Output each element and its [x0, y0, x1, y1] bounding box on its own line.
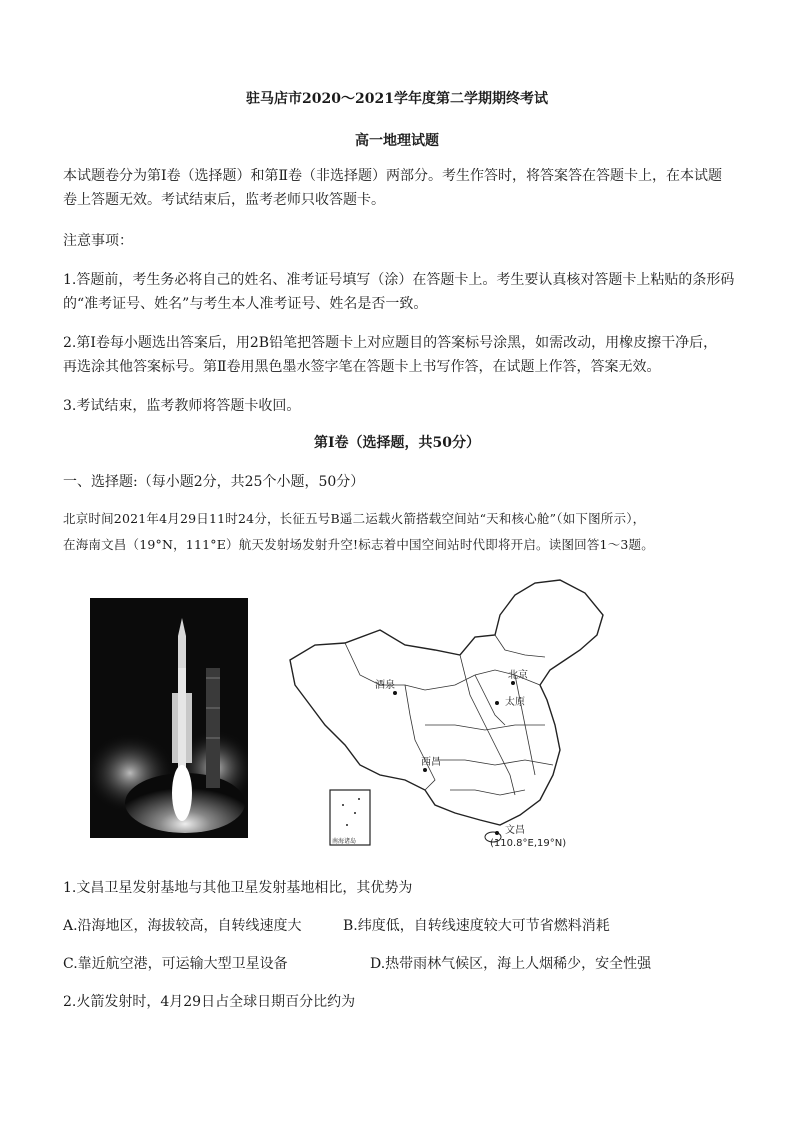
q1-option-a: A.沿海地区，海拔较高，自转线速度大: [63, 918, 302, 934]
south-china-sea-inset: [330, 790, 370, 845]
taiyuan-dot: [495, 701, 499, 705]
q1-stem: 1.文昌卫星发射基地与其他卫星发射基地相比，其优势为: [63, 880, 413, 896]
q1-option-b: B.纬度低，自转线速度较大可节省燃料消耗: [343, 918, 610, 934]
xichang-dot: [423, 768, 427, 772]
label-wenchang-coords: (110.8°E,19°N): [490, 838, 567, 849]
beijing-dot: [511, 681, 515, 685]
rocket-launch-photo: [90, 598, 248, 838]
wenchang-dot: [495, 831, 499, 835]
label-taiyuan: 太原: [505, 697, 525, 708]
passage-line-1: 北京时间2021年4月29日11时24分，长征五号B遥二运载火箭搭载空间站“天和核心舱”（如下图所示），: [63, 511, 646, 526]
passage-line-2: 在海南文昌（19°N，111°E）航天发射场发射升空!标志着中国空间站时代即将开启。读图回答1～3题。: [63, 537, 654, 552]
q1-option-d: D.热带雨林气候区，海上人烟稀少，安全性强: [370, 956, 652, 972]
label-inset: 南海诸岛: [332, 838, 357, 845]
note-2b: 再选涂其他答案标号。第Ⅱ卷用黑色墨水签字笔在答题卡上书写作答，在试题上作答，答案无效。: [63, 359, 661, 375]
note-1b: 的“准考证号、姓名”与考生本人准考证号、姓名是否一致。: [63, 296, 428, 312]
notes-heading: 注意事项：: [63, 233, 133, 249]
label-xichang: 西昌: [421, 757, 441, 768]
section-instruction: 一、选择题:（每小题2分，共25个小题，50分）: [63, 474, 365, 490]
china-outline: [290, 580, 603, 825]
section-heading: 第Ⅰ卷（选择题，共50分）: [313, 435, 481, 451]
exam-subtitle: 高一地理试题: [355, 133, 439, 149]
q2-stem: 2.火箭发射时，4月29日占全球日期百分比约为: [63, 994, 356, 1010]
label-beijing: 北京: [508, 670, 528, 681]
note-2a: 2.第Ⅰ卷每小题选出答案后，用2B铅笔把答题卡上对应题目的答案标号涂黑，如需改动，用橡皮擦干净后，: [63, 335, 718, 351]
label-wenchang: 文昌: [505, 825, 525, 836]
q1-option-c: C.靠近航空港，可运输大型卫星设备: [63, 956, 288, 972]
jiuquan-dot: [393, 691, 397, 695]
intro-line-2: 卷上答题无效。考试结束后，监考老师只收答题卡。: [63, 192, 385, 208]
china-map: [285, 575, 610, 850]
note-1a: 1.答题前，考生务必将自己的姓名、准考证号填写（涂）在答题卡上。考生要认真核对答题卡上粘贴的条形码: [63, 272, 735, 288]
intro-line-1: 本试题卷分为第Ⅰ卷（选择题）和第Ⅱ卷（非选择题）两部分。考生作答时，将答案答在答题卡上，在本试题: [63, 168, 723, 184]
label-jiuquan: 酒泉: [375, 680, 395, 691]
exam-title: 驻马店市2020～2021学年度第二学期期终考试: [246, 91, 548, 107]
note-3: 3.考试结束，监考教师将答题卡收回。: [63, 398, 301, 414]
